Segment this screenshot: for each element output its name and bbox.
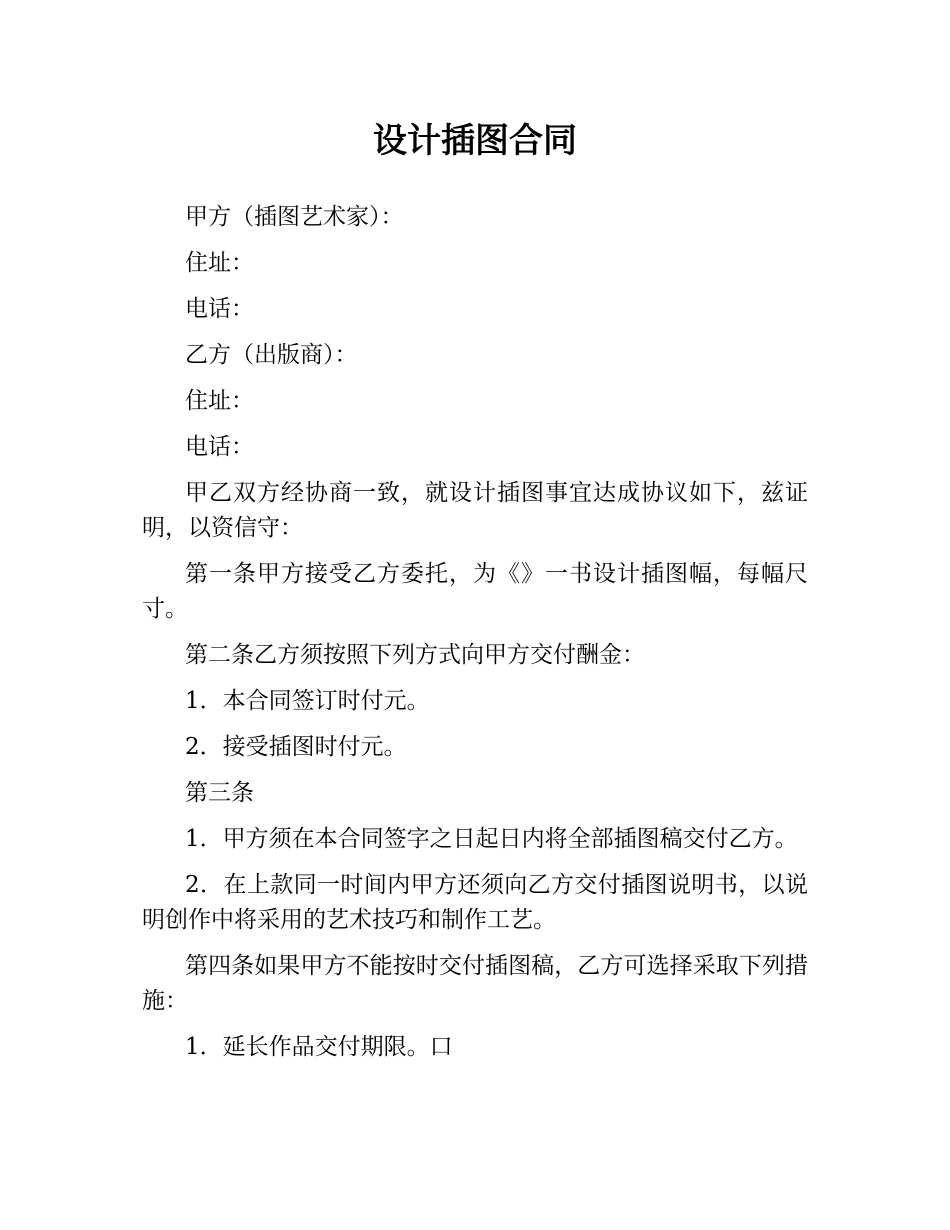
party-b-address: 住址：	[185, 388, 254, 414]
party-b-phone: 电话：	[185, 434, 254, 460]
article-1: 第一条甲方接受乙方委托，为《》一书设计插图幅，每幅尺寸。	[142, 561, 808, 622]
article-4-item-1: 1．延长作品交付期限。口	[185, 1034, 453, 1060]
party-a-phone: 电话：	[185, 296, 254, 322]
contract-body	[142, 200, 808, 1076]
party-a-address: 住址：	[185, 250, 254, 276]
party-a-line: 甲方（插图艺术家）：	[185, 204, 404, 230]
party-b-line: 乙方（出版商）：	[185, 342, 358, 368]
preamble-paragraph: 甲乙双方经协商一致，就设计插图事宜达成协议如下，兹证明，以资信守：	[142, 480, 808, 541]
contract-title: 设计插图合同	[373, 121, 577, 161]
article-2-item-1: 1．本合同签订时付元。	[185, 688, 430, 714]
article-2: 第二条乙方须按照下列方式向甲方交付酬金：	[185, 642, 645, 668]
article-3-item-1: 1．甲方须在本合同签字之日起日内将全部插图稿交付乙方。	[185, 826, 798, 852]
article-4: 第四条如果甲方不能按时交付插图稿，乙方可选择采取下列措施：	[142, 953, 808, 1014]
article-3-item-2: 2．在上款同一时间内甲方还须向乙方交付插图说明书，以说明创作中将采用的艺术技巧和制作工艺。	[142, 872, 808, 933]
article-2-item-2: 2．接受插图时付元。	[185, 734, 407, 760]
article-3: 第三条	[185, 780, 254, 806]
